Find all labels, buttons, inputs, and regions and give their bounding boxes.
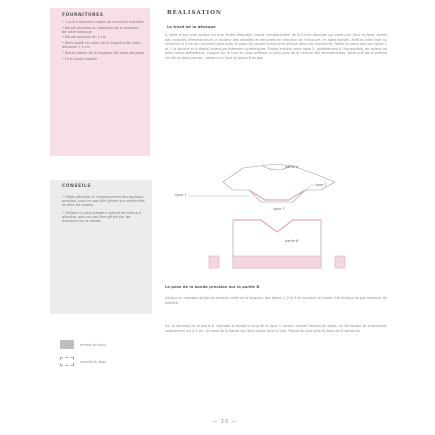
- list-item: • Ruban italien de la longueur de votre découpe: [62, 51, 144, 55]
- label-partie-b: partie B: [285, 239, 299, 243]
- label-partie-a: partie A: [285, 165, 299, 169]
- envers-swatch: [60, 340, 74, 349]
- tip-text: • Faites attention à l'emplacement des boutons-pression, pour ne pas être gênée aux extrémités et dans les angles.: [62, 195, 147, 207]
- tip: [62, 211, 147, 223]
- list-item: • Bande pression ou plastique de la longueur de votre découpe: [62, 26, 144, 34]
- fournitures-title: FOURNITURES: [62, 13, 104, 18]
- conseils-title: CONSEILS: [62, 184, 91, 189]
- label-ligne-1: ligne 1: [175, 193, 187, 197]
- list-item: • Bande pression en 1 cm: [62, 35, 144, 39]
- paragraph-epingle: Sur la découpe de la partie B, épinglez la bande le long de la ligne 1, envers contre l'endroit du corps, en les faisant se chevaucher uniquement sur 0,5 cm. Le reste de la bande est donc posée dans le vide. Piquez au plus près du bord de la bande en: [165, 324, 387, 333]
- fournitures-list: [62, 20, 144, 61]
- paragraph-coupe: Coupez un morceau de bande pression mâle de la longueur des lignes 1, 2 et 3 en ajoutant au moins 5-6 cm pour ne pas manquer de matière.: [165, 296, 387, 305]
- paragraph-trace: À l'aide d'une craie tailleur ou d'un feutre effaçable, tracez l'emplacement de la future découpe sur votre pull. Pour ce faire, partez des coutures d'emmanchure, à hauteur des aisselles et remontez en direction de l'encolure, en ligne biaisée. Arrêtez votre trait au minimum à 4 cm de l'encolure pour avoir la place de coudre la mercerie prévue dans vos fournitures. Faites en sorte que vos lignes 1 et 2 (à gauche et à droite) soient parfaitement symétriques. Tracez ensuite votre ligne 3, parfaitement à l'horizontale, en reliant les deux tracés précédents. Coupez sur le trait en vous arrêtant au plus près de la couture des emmanchures. Votre pull est à présent scindé en deux parties : partie A en haut et partie B en bas.: [165, 33, 387, 60]
- page-number: — 20 —: [212, 419, 238, 425]
- partie-b-piece: [209, 220, 345, 268]
- tip-text: • Utilisez un pied presseur spécial fermeture à glissière, pour ne pas être gênée par les pressions sur la bande.: [62, 211, 147, 223]
- legend-endroit: [60, 357, 150, 366]
- section-title: RÉALISATION: [167, 10, 222, 16]
- fournitures-box: [50, 8, 150, 156]
- conseils-box: [50, 180, 152, 314]
- legend-label: envers du tissu: [80, 342, 106, 347]
- list-item: • Fil à coudre assorti: [62, 57, 144, 61]
- legend-envers: [60, 340, 150, 349]
- list-item: • 1 pull à manches raglan ou manches montées: [62, 20, 144, 24]
- list-item: • Biais replié en coton de la longueur de votre découpe + 5 cm: [62, 41, 144, 49]
- label-ligne-3: ligne 3: [273, 207, 285, 211]
- label-ligne-2: ligne 2: [315, 183, 327, 187]
- subtitle-pose: La pose de la bande pression sur la partie B: [165, 284, 260, 289]
- legend-label: endroit du tissu: [80, 359, 107, 364]
- endroit-swatch: [60, 357, 74, 366]
- sweater-diagram: [165, 160, 390, 275]
- subtitle-trace: Le tracé de la découpe: [167, 24, 216, 29]
- tip: [62, 195, 147, 207]
